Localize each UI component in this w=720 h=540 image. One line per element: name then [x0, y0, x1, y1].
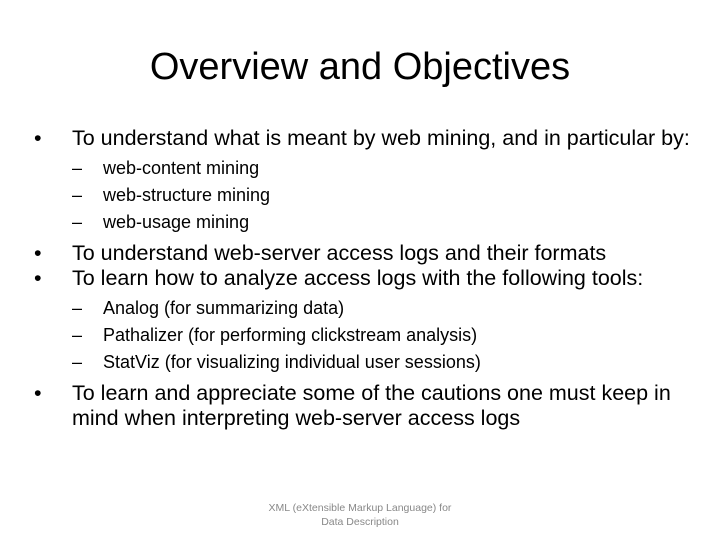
dash-icon: – — [72, 298, 83, 318]
bullet-item — [30, 266, 700, 291]
dash-icon: – — [72, 352, 83, 372]
sub-bullet-item — [30, 182, 700, 209]
bullet-item — [30, 241, 700, 266]
bullet-text: To understand web-server access logs and their formats — [72, 241, 607, 265]
dash-icon: – — [72, 185, 83, 205]
sub-bullet-text: web-content mining — [103, 158, 260, 178]
sub-bullet-text: Analog (for summarizing data) — [103, 298, 345, 318]
sub-bullet-item — [30, 349, 700, 376]
dash-icon: – — [72, 325, 83, 345]
bullet-text: To learn how to analyze access logs with the following tools: — [72, 266, 644, 290]
sub-bullet-item — [30, 209, 700, 236]
bullet-item — [30, 381, 700, 431]
footer-line: XML (eXtensible Markup Language) for — [268, 502, 452, 514]
sub-list — [30, 295, 700, 376]
slide-footer — [240, 501, 480, 529]
sub-bullet-text: Pathalizer (for performing clickstream analysis) — [103, 325, 478, 345]
sub-bullet-text: StatViz (for visualizing individual user sessions) — [103, 352, 481, 372]
bullet-icon: • — [34, 126, 42, 150]
bullet-icon: • — [34, 381, 42, 405]
sub-bullet-text: web-structure mining — [103, 185, 271, 205]
sub-bullet-text: web-usage mining — [103, 212, 250, 232]
sub-bullet-item — [30, 155, 700, 182]
bullet-item — [30, 126, 700, 151]
dash-icon: – — [72, 158, 83, 178]
bullet-icon: • — [34, 266, 42, 290]
bullet-icon: • — [34, 241, 42, 265]
sub-list — [30, 155, 700, 236]
footer-line: Data Description — [321, 516, 399, 528]
dash-icon: – — [72, 212, 83, 232]
bullet-text: To understand what is meant by web mining, and in particular by: — [72, 126, 690, 150]
slide-body — [30, 126, 700, 431]
slide-title: Overview and Objectives — [149, 46, 571, 88]
sub-bullet-item — [30, 322, 700, 349]
bullet-text: To learn and appreciate some of the cautions one must keep in mind when interpreting web-server access logs — [72, 381, 671, 430]
sub-bullet-item — [30, 295, 700, 322]
